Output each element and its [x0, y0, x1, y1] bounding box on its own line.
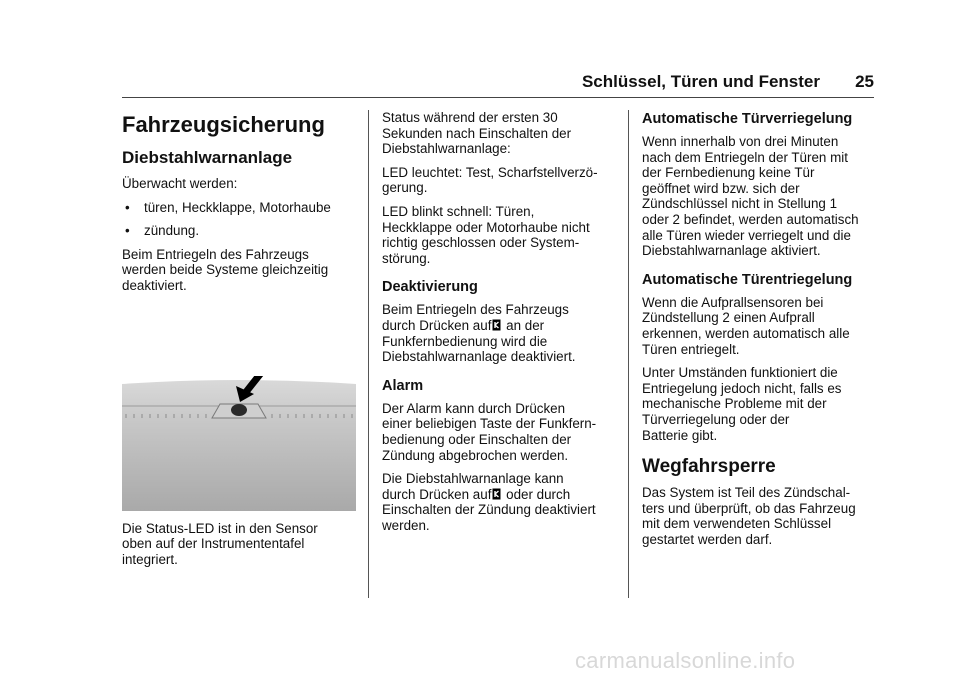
- bullet-dot: •: [125, 223, 130, 239]
- auto-unlock-heading: Automatische Türentriegelung: [642, 271, 853, 288]
- paragraph: LED leuchtet: Test, Scharfstellverzö- gerung.: [382, 164, 598, 196]
- paragraph: [382, 302, 614, 364]
- text-span: Die Diebstahlwarnanlage kann durch Drücken auf: [382, 471, 564, 502]
- paragraph: Beim Entriegeln des Fahrzeugs werden beide Systeme gleichzeitig deaktiviert.: [122, 246, 329, 293]
- page-number: 25: [855, 72, 874, 91]
- paragraph: Status während der ersten 30 Sekunden nach Einschalten der Diebstahlwarnanlage:: [382, 110, 572, 157]
- text-span: oder durch Einschalten der Zündung deaktiviert werden.: [382, 486, 596, 533]
- column-divider: [628, 110, 629, 598]
- paragraph: LED blinkt schnell: Türen, Heckklappe oder Motorhaube nicht richtig geschlossen oder System- störung.: [382, 203, 590, 266]
- column-1: [122, 108, 356, 575]
- column-divider: [368, 110, 369, 598]
- intro-text: Überwacht werden:: [122, 176, 238, 191]
- subsection-title: Diebstahlwarnanlage: [122, 148, 293, 167]
- page-header: [122, 72, 874, 96]
- column-2: [382, 110, 614, 541]
- unlock-key-icon: [492, 319, 501, 331]
- alarm-heading: Alarm: [382, 377, 424, 394]
- paragraph: Wenn die Aufprallsensoren bei Zündstellung 2 einen Aufprall erkennen, werden automatisch alle Türen entriegelt.: [642, 294, 850, 357]
- paragraph: Wenn innerhalb von drei Minuten nach dem Entriegeln der Türen mit der Fernbedienung keine Tür geöffnet wird bzw. sich der Zündschlüssel nicht in Stellung 1 oder 2 befindet, werden automatisch alle Türen wieder verriegelt und die Diebstahlwarnanlage aktiviert.: [642, 134, 859, 259]
- paragraph: Das System ist Teil des Zündschal- ters und überprüft, ob das Fahrzeug mit dem verwendeten Schlüssel gestartet werden darf.: [642, 485, 856, 547]
- watermark: carmanualsonline.info: [575, 648, 796, 673]
- paragraph: [382, 471, 614, 533]
- deactivation-heading: Deaktivierung: [382, 279, 478, 296]
- bullet-item: [122, 200, 356, 216]
- section-title: Fahrzeugsicherung: [122, 112, 325, 137]
- text-span: Beim Entriegeln des Fahrzeugs durch Drücken auf: [382, 302, 569, 333]
- unlock-key-icon: [492, 488, 501, 500]
- paragraph: Unter Umständen funktioniert die Entriegelung jedoch nicht, falls es mechanische Probleme mit der Türverriegelung oder der Batterie gibt.: [642, 365, 842, 443]
- bullet-text: zündung.: [144, 223, 200, 239]
- figure-caption: Die Status-LED ist in den Sensor oben auf der Instrumententafel integriert.: [122, 520, 318, 567]
- auto-lock-heading: Automatische Türverriegelung: [642, 111, 853, 127]
- header-rule: [122, 97, 874, 98]
- bullet-dot: •: [125, 199, 130, 215]
- header-title: Schlüssel, Türen und Fenster: [581, 72, 820, 91]
- dashboard-sensor-illustration: [122, 376, 356, 511]
- bullet-text: türen, Heckklappe, Motorhaube: [144, 199, 331, 215]
- column-3: [642, 110, 876, 555]
- immobilizer-heading: Wegfahrsperre: [642, 456, 776, 478]
- bullet-item: [122, 223, 356, 239]
- text-span: an der Funkfernbedienung wird die Diebstahlwarnanlage deaktiviert.: [382, 317, 576, 365]
- paragraph: Der Alarm kann durch Drücken einer beliebigen Taste der Funkfern- bedienung oder Einschalten der Zündung abgebrochen werden.: [382, 400, 597, 463]
